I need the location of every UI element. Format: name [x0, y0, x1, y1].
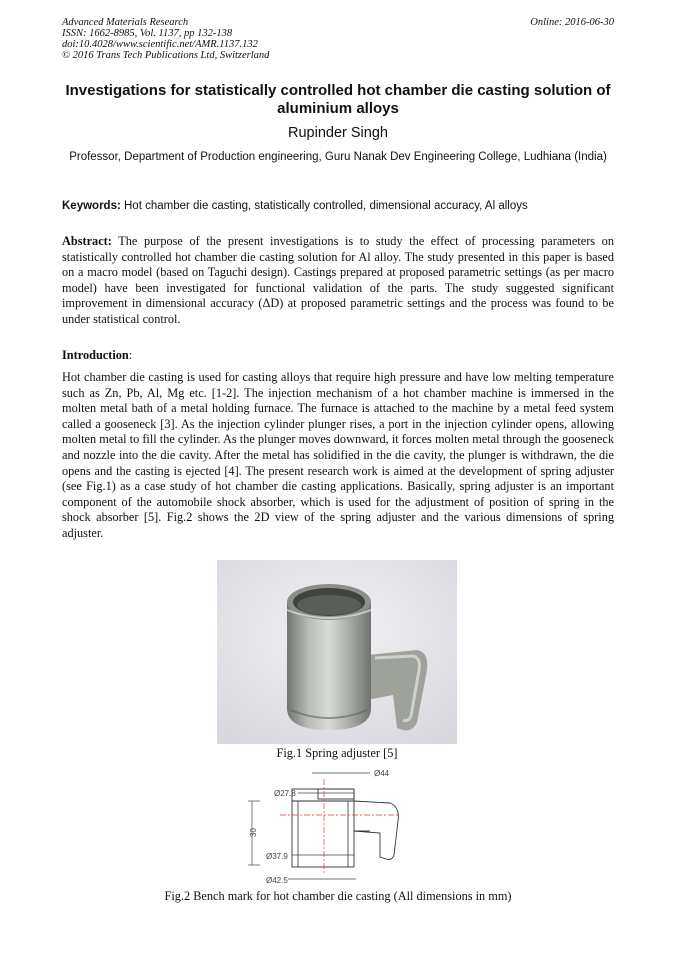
paper-title: Investigations for statistically controlled hot chamber die casting solution of aluminium alloys [65, 82, 611, 117]
spring-adjuster-drawing [240, 765, 430, 887]
online-date: Online: 2016-06-30 [530, 17, 614, 28]
figure-2-caption: Fig.2 Bench mark for hot chamber die casting (All dimensions in mm) [164, 889, 512, 903]
abstract-text: The purpose of the present investigations is to study the effect of processing parameters on statistically controlled hot chamber die casting solution for Al alloy. The study presented in this paper is based on a macro model (based on Taguchi design). Castings prepared at proposed parametric settings (as per macro model) have been investigated for functional validation of the parts. The study suggested significant improvement in dimensional accuracy (ΔD) at proposed parametric settings and the process was found to be under statistical control. [62, 234, 614, 326]
abstract-section [62, 234, 614, 328]
journal-metadata [62, 17, 269, 61]
issn-line: ISSN: 1662-8985, Vol. 1137, pp 132-138 [62, 28, 233, 39]
introduction-colon: : [128, 348, 133, 362]
keywords-label: Keywords: [62, 200, 121, 212]
dim-h30: 30 [249, 828, 258, 837]
author-name: Rupinder Singh [288, 125, 388, 141]
dim-d37-9: Ø37.9 [266, 852, 288, 861]
doi-line: doi:10.4028/www.scientific.net/AMR.1137.132 [62, 39, 258, 50]
dim-d44: Ø44 [374, 769, 390, 778]
dim-d42-5: Ø42.5 [266, 876, 288, 885]
introduction-label: Introduction [62, 348, 129, 362]
figure-1-caption: Fig.1 Spring adjuster [5] [276, 746, 398, 760]
keywords-text: Hot chamber die casting, statistically controlled, dimensional accuracy, Al alloys [124, 200, 528, 212]
journal-name: Advanced Materials Research [62, 17, 189, 28]
abstract-label: Abstract: [62, 234, 112, 248]
keywords-section [62, 199, 614, 213]
copyright-line: © 2016 Trans Tech Publications Ltd, Switzerland [62, 50, 270, 61]
author-affiliation: Professor, Department of Production engineering, Guru Nanak Dev Engineering College, Ludhiana (India) [69, 151, 607, 163]
spring-adjuster-photo [217, 560, 457, 744]
dim-d27-8: Ø27.8 [274, 789, 296, 798]
introduction-heading [62, 348, 132, 363]
introduction-text: Hot chamber die casting is used for casting alloys that require high pressure and have low melting temperature such as Zn, Pb, Al, Mg etc. [1-2]. The injection mechanism of a hot chamber machine is immersed in the molten metal bath of a metal holding furnace. The furnace is attached to the machine by a metal feed system called a gooseneck [3]. As the injection cylinder plunger rises, a port in the injection cylinder opens, allowing molten metal to fill the cylinder. As the plunger moves downward, it forces molten metal through the gooseneck and nozzle into the die cavity. After the metal has solidified in the die cavity, the plunger is withdrawn, the die opens and the casting is ejected [4]. The present research work is aimed at the development of spring adjuster (see Fig.1) as a case study of hot chamber die casting applications. Basically, spring adjuster is an important component of the automobile shock absorber, which is used for the adjustment of position of spring in the shock absorber [5]. Fig.2 shows the 2D view of the spring adjuster and the various dimensions of spring adjuster. [62, 370, 614, 540]
